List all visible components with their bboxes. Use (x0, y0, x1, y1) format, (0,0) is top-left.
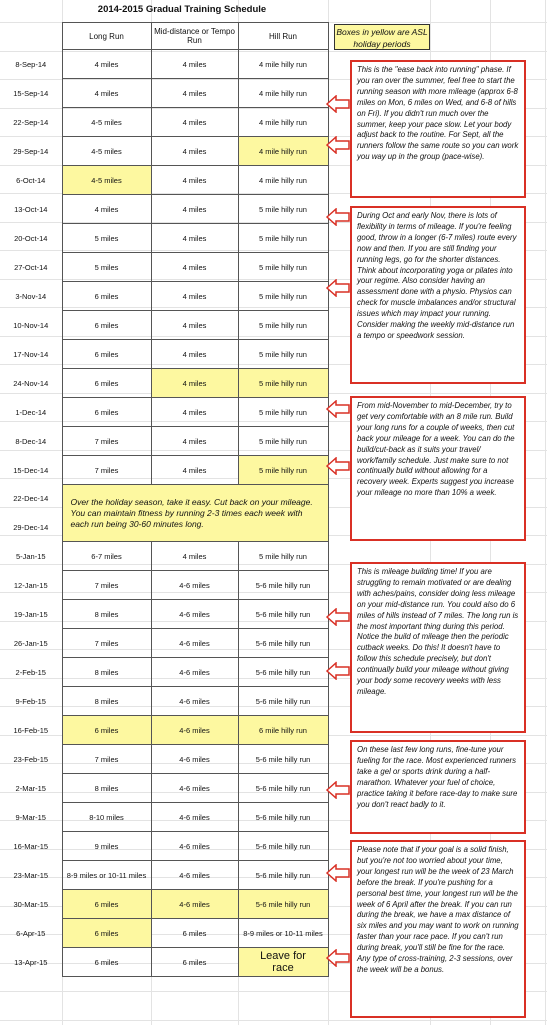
table-row (0, 137, 328, 166)
mid-run-cell: 4 miles (151, 224, 238, 253)
hill-run-cell: 4 mile hilly run (238, 50, 328, 79)
week-date: 29-Sep-14 (0, 137, 62, 166)
hill-run-cell: 4 mile hilly run (238, 79, 328, 108)
callout-note: This is the "ease back into running" phase. If you ran over the summer, feel free to start the running season with more mileage (approx 6-8 miles on Mon, 6 miles on Wed, and 6-8 of hills on Fri). If you didn't run much over the summer, keep your pace slow. Let your body adjust back to the routine. For Sept, all the runners follow the same route so you can work you way up in the group (pace-wise). (350, 60, 526, 198)
week-date: 22-Dec-14 (0, 485, 62, 513)
week-date: 9-Feb-15 (0, 687, 62, 716)
week-date: 13-Apr-15 (0, 948, 62, 977)
schedule-rows (0, 50, 328, 977)
table-row (0, 629, 328, 658)
hill-run-cell: 5-6 mile hilly run (238, 745, 328, 774)
week-date: 22-Sep-14 (0, 108, 62, 137)
long-run-cell: 6 miles (62, 398, 151, 427)
long-run-cell: 8 miles (62, 687, 151, 716)
table-row (0, 687, 328, 716)
hill-run-cell: 4 mile hilly run (238, 108, 328, 137)
table-row (0, 398, 328, 427)
left-arrow-icon (326, 781, 350, 799)
table-row (0, 658, 328, 687)
table-row (0, 253, 328, 282)
table-row (0, 774, 328, 803)
page-title: 2014-2015 Gradual Training Schedule (97, 4, 267, 15)
callout-note: On these last few long runs, fine-tune your fueling for the race. Most experienced runners take a gel or sports drink during a half-marathon. Whatever your fuel of choice, practice taking it before race-day to make sure you don't react badly to it. (350, 740, 526, 834)
hill-run-cell: 5-6 mile hilly run (238, 687, 328, 716)
long-run-cell: 8-10 miles (62, 803, 151, 832)
left-arrow-icon (326, 136, 350, 154)
long-run-cell: 6 miles (62, 919, 151, 948)
table-row (0, 369, 328, 398)
mid-run-cell: 4 miles (151, 542, 238, 571)
table-row (0, 716, 328, 745)
left-arrow-icon (326, 949, 350, 967)
table-row (0, 832, 328, 861)
mid-run-cell: 4 miles (151, 398, 238, 427)
table-row (0, 195, 328, 224)
table-row (0, 919, 328, 948)
table-row (0, 166, 328, 195)
hill-run-cell: 5 mile hilly run (238, 253, 328, 282)
week-date: 1-Dec-14 (0, 398, 62, 427)
hill-run-cell: 5-6 mile hilly run (238, 600, 328, 629)
hill-run-cell: 4 mile hilly run (238, 166, 328, 195)
table-row (0, 282, 328, 311)
long-run-cell: 4 miles (62, 195, 151, 224)
long-run-cell: 7 miles (62, 427, 151, 456)
mid-run-header: Mid-distance or Tempo Run (151, 23, 238, 50)
hill-run-cell: 5 mile hilly run (238, 224, 328, 253)
hill-run-cell: 5 mile hilly run (238, 369, 328, 398)
table-row (0, 948, 328, 977)
mid-run-cell: 4-6 miles (151, 803, 238, 832)
left-arrow-icon (326, 95, 350, 113)
week-date: 12-Jan-15 (0, 571, 62, 600)
table-row (0, 571, 328, 600)
hill-run-cell: 5 mile hilly run (238, 398, 328, 427)
mid-run-cell: 4 miles (151, 195, 238, 224)
week-date: 17-Nov-14 (0, 340, 62, 369)
table-row (0, 79, 328, 108)
left-arrow-icon (326, 457, 350, 475)
long-run-cell: 6 miles (62, 369, 151, 398)
hill-run-cell: 5-6 mile hilly run (238, 774, 328, 803)
table-row (0, 108, 328, 137)
header-row (0, 23, 328, 50)
hill-run-cell: 5 mile hilly run (238, 311, 328, 340)
long-run-cell: 6 miles (62, 340, 151, 369)
hill-run-cell: 6 mile hilly run (238, 716, 328, 745)
table-row (0, 311, 328, 340)
long-run-cell: 8 miles (62, 600, 151, 629)
hill-run-cell: 5-6 mile hilly run (238, 890, 328, 919)
long-run-cell: 6 miles (62, 311, 151, 340)
hill-run-cell: 5 mile hilly run (238, 195, 328, 224)
long-run-cell: 7 miles (62, 629, 151, 658)
mid-run-cell: 4-6 miles (151, 716, 238, 745)
week-date: 8-Sep-14 (0, 50, 62, 79)
hill-run-cell: Leave for race (238, 948, 328, 977)
mid-run-cell: 4 miles (151, 79, 238, 108)
callout-note: From mid-November to mid-December, try to get very comfortable with an 8 mile run. Build your long runs for a couple of weeks, then cut back your mileage for a week. You can do the build/cut-back as it suits your travel/ work/family schedule. Just make sure to not continually build without allowing for a recovery week. Experts suggest you increase your mileage no more than 10% a week. (350, 396, 526, 541)
week-date: 29-Dec-14 (0, 513, 62, 542)
legend-box: Boxes in yellow are ASL holiday periods (334, 24, 430, 50)
long-run-cell: 7 miles (62, 745, 151, 774)
long-run-cell: 8 miles (62, 774, 151, 803)
week-date: 10-Nov-14 (0, 311, 62, 340)
week-date: 27-Oct-14 (0, 253, 62, 282)
mid-run-cell: 4-6 miles (151, 658, 238, 687)
long-run-cell: 4 miles (62, 79, 151, 108)
hill-run-cell: 4 mile hilly run (238, 137, 328, 166)
long-run-cell: 4-5 miles (62, 166, 151, 195)
mid-run-cell: 4 miles (151, 340, 238, 369)
mid-run-cell: 4 miles (151, 50, 238, 79)
week-date: 23-Feb-15 (0, 745, 62, 774)
week-date: 16-Feb-15 (0, 716, 62, 745)
mid-run-cell: 4 miles (151, 427, 238, 456)
callout-note: During Oct and early Nov, there is lots of flexibility in terms of mileage. If you're feeling good, throw in a longer (6-7 miles) route every now and then. If you are still finding your running legs, go for the shorter distances. Think about incorporating yoga or pilates into your regime. Also consider having an assessment done with a physio. Physios can check for muscle imbalances and/or structural issues which may impact your running. Consider making the weekly mid-distance run a tempo or speedwork session. (350, 206, 526, 384)
week-date: 6-Apr-15 (0, 919, 62, 948)
week-date: 5-Jan-15 (0, 542, 62, 571)
mid-run-cell: 4-6 miles (151, 629, 238, 658)
long-run-cell: 6 miles (62, 716, 151, 745)
mid-run-cell: 4 miles (151, 369, 238, 398)
long-run-cell: 6 miles (62, 948, 151, 977)
mid-run-cell: 4-6 miles (151, 687, 238, 716)
callout-note: This is mileage building time! If you are struggling to remain motivated or are dealing with aches/pains, consider doing less mileage on your mid-distance run. You could also do 6 miles of hills instead of 7 miles. The long run is the most important thing during this period. Notice the build of mileage then the periodic cutback weeks. Do this! It doesn't have to follow this schedule precisely, but don't continually build your mileage without giving your body some recovery weeks with less mileage. (350, 562, 526, 733)
left-arrow-icon (326, 208, 350, 226)
hill-run-cell: 5-6 mile hilly run (238, 861, 328, 890)
long-run-cell: 7 miles (62, 571, 151, 600)
long-run-cell: 9 miles (62, 832, 151, 861)
mid-run-cell: 4-6 miles (151, 890, 238, 919)
long-run-cell: 6 miles (62, 890, 151, 919)
hill-run-cell: 5 mile hilly run (238, 456, 328, 485)
hill-run-cell: 8-9 miles or 10-11 miles (238, 919, 328, 948)
long-run-cell: 8-9 miles or 10-11 miles (62, 861, 151, 890)
long-run-cell: 5 miles (62, 253, 151, 282)
week-date: 30-Mar-15 (0, 890, 62, 919)
mid-run-cell: 4 miles (151, 108, 238, 137)
hill-run-cell: 5-6 mile hilly run (238, 658, 328, 687)
left-arrow-icon (326, 279, 350, 297)
hill-run-cell: 5-6 mile hilly run (238, 803, 328, 832)
table-row (0, 542, 328, 571)
week-date: 2-Mar-15 (0, 774, 62, 803)
mid-run-cell: 4-6 miles (151, 571, 238, 600)
holiday-note: Over the holiday season, take it easy. Cut back on your mileage. You can maintain fitness by running 2-3 times each week with each run being 30-60 minutes long. (62, 485, 328, 542)
long-run-cell: 6 miles (62, 282, 151, 311)
week-date: 19-Jan-15 (0, 600, 62, 629)
mid-run-cell: 4 miles (151, 166, 238, 195)
table-row (0, 427, 328, 456)
week-date: 2-Feb-15 (0, 658, 62, 687)
mid-run-cell: 6 miles (151, 919, 238, 948)
mid-run-cell: 4-6 miles (151, 832, 238, 861)
week-date: 15-Dec-14 (0, 456, 62, 485)
hill-run-header: Hill Run (238, 23, 328, 50)
long-run-cell: 4-5 miles (62, 108, 151, 137)
table-row (0, 600, 328, 629)
left-arrow-icon (326, 864, 350, 882)
mid-run-cell: 6 miles (151, 948, 238, 977)
table-row (0, 861, 328, 890)
week-date: 16-Mar-15 (0, 832, 62, 861)
date-header (0, 23, 62, 50)
long-run-cell: 7 miles (62, 456, 151, 485)
left-arrow-icon (326, 400, 350, 418)
week-date: 8-Dec-14 (0, 427, 62, 456)
week-date: 15-Sep-14 (0, 79, 62, 108)
week-date: 6-Oct-14 (0, 166, 62, 195)
long-run-cell: 5 miles (62, 224, 151, 253)
mid-run-cell: 4 miles (151, 456, 238, 485)
mid-run-cell: 4 miles (151, 253, 238, 282)
table-row (0, 224, 328, 253)
long-run-header: Long Run (62, 23, 151, 50)
table-row (0, 745, 328, 774)
mid-run-cell: 4-6 miles (151, 600, 238, 629)
mid-run-cell: 4 miles (151, 137, 238, 166)
hill-run-cell: 5 mile hilly run (238, 282, 328, 311)
long-run-cell: 8 miles (62, 658, 151, 687)
week-date: 20-Oct-14 (0, 224, 62, 253)
mid-run-cell: 4 miles (151, 311, 238, 340)
hill-run-cell: 5 mile hilly run (238, 542, 328, 571)
hill-run-cell: 5 mile hilly run (238, 427, 328, 456)
training-schedule-table (0, 22, 329, 977)
hill-run-cell: 5 mile hilly run (238, 340, 328, 369)
week-date: 13-Oct-14 (0, 195, 62, 224)
long-run-cell: 6-7 miles (62, 542, 151, 571)
long-run-cell: 4 miles (62, 50, 151, 79)
long-run-cell: 4-5 miles (62, 137, 151, 166)
mid-run-cell: 4-6 miles (151, 745, 238, 774)
week-date: 23-Mar-15 (0, 861, 62, 890)
table-row (0, 485, 328, 513)
week-date: 9-Mar-15 (0, 803, 62, 832)
mid-run-cell: 4 miles (151, 282, 238, 311)
mid-run-cell: 4-6 miles (151, 861, 238, 890)
callout-note: Please note that if your goal is a solid finish, but you're not too worried about your time, your longest run will be the week of 23 March before the break. If you're pushing for a personal best time, your longest run will be the week of 6 April after the break. If you can run during the break, we have a max distance of six miles and you may want to work on running faster than your race pace. If you can't run during break, you'll still be fine for the race. Any type of cross-training, 2-3 sessions, over the week will be a bonus. (350, 840, 526, 1018)
week-date: 26-Jan-15 (0, 629, 62, 658)
left-arrow-icon (326, 608, 350, 626)
table-row (0, 456, 328, 485)
week-date: 3-Nov-14 (0, 282, 62, 311)
hill-run-cell: 5-6 mile hilly run (238, 571, 328, 600)
mid-run-cell: 4-6 miles (151, 774, 238, 803)
week-date: 24-Nov-14 (0, 369, 62, 398)
left-arrow-icon (326, 662, 350, 680)
hill-run-cell: 5-6 mile hilly run (238, 832, 328, 861)
table-row (0, 50, 328, 79)
hill-run-cell: 5-6 mile hilly run (238, 629, 328, 658)
table-row (0, 340, 328, 369)
table-row (0, 803, 328, 832)
table-row (0, 890, 328, 919)
